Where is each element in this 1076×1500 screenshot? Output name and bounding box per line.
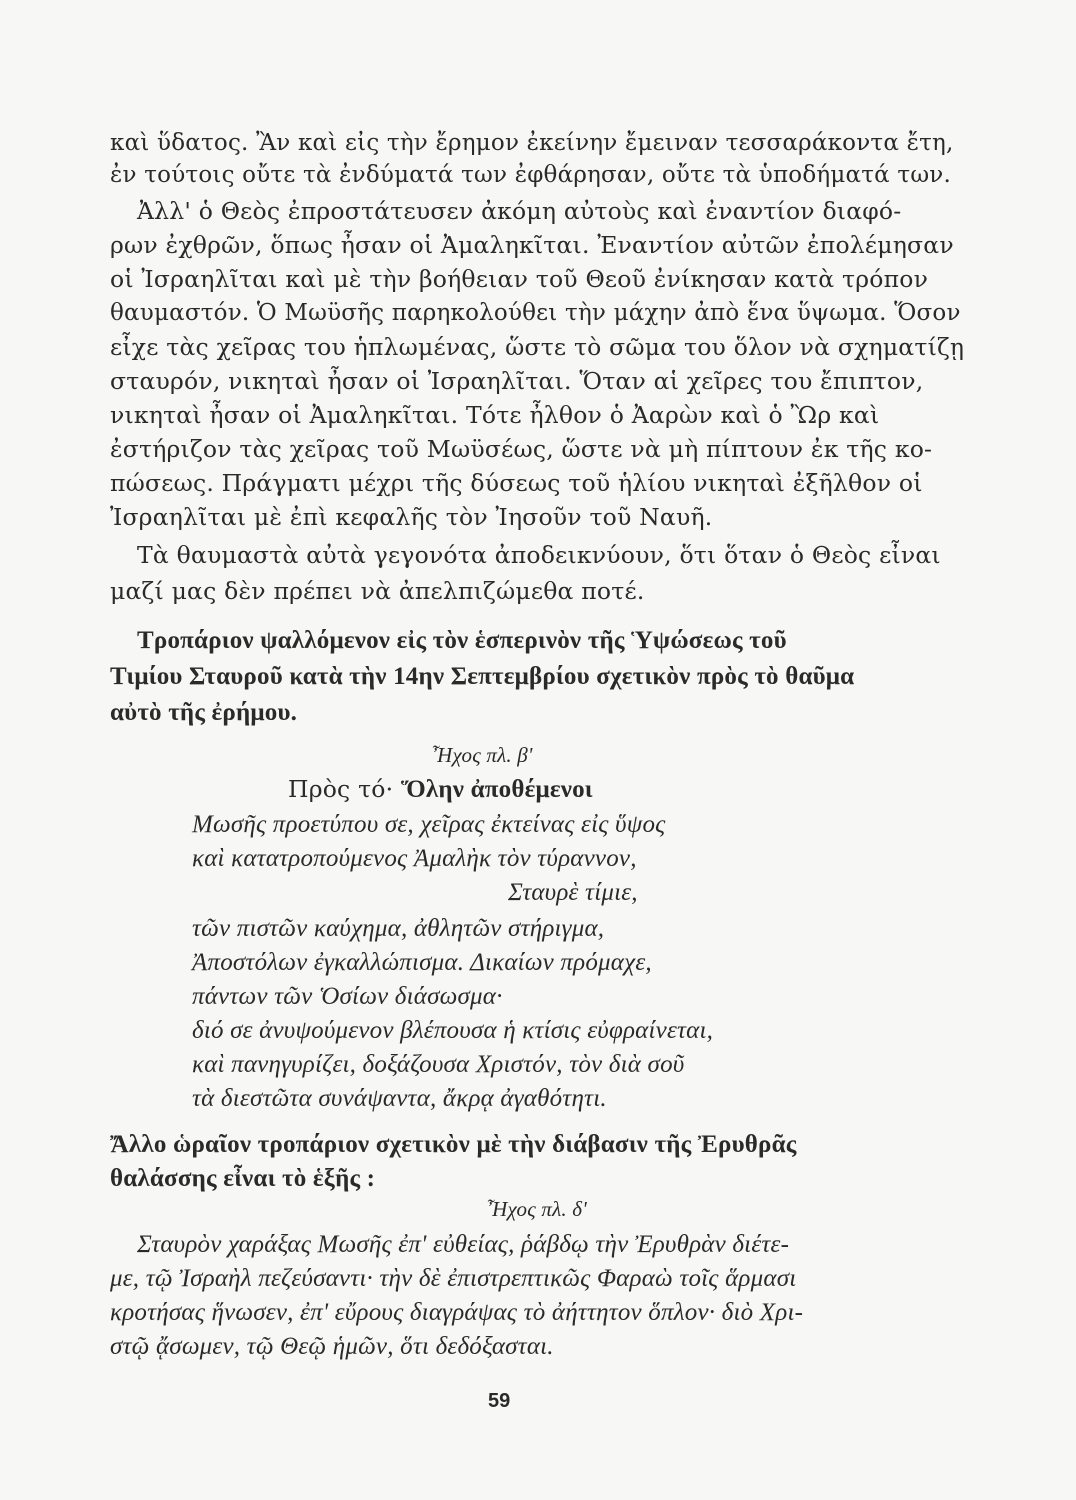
hymn-line: στῷ ᾄσωμεν, τῷ Θεῷ ἡμῶν, ὅτι δεδόξασται. — [110, 1333, 554, 1360]
body-line: Ἰσραηλῖται μὲ ἐπὶ κεφαλῆς τὸν Ἰησοῦν τοῦ Ναυῆ. — [110, 503, 713, 531]
model-prefix: Πρὸς τό· — [288, 775, 394, 803]
body-line: ἐστήριζον τὰς χεῖρας τοῦ Μωϋσέως, ὥστε νὰ μὴ πίπτουν ἐκ τῆς κο- — [110, 435, 933, 463]
body-line: Ἀλλ' ὁ Θεὸς ἐπροστάτευσεν ἀκόμη αὐτοὺς καὶ ἐναντίον διαφό- — [137, 197, 902, 225]
section-heading: Τιμίου Σταυροῦ κατὰ τὴν 14ην Σεπτεμβρίου σχετικὸν πρὸς τὸ θαῦμα — [110, 663, 855, 690]
tone-label: Ἦχος πλ. β' — [432, 743, 533, 767]
body-line: πώσεως. Πράγματι μέχρι τῆς δύσεως τοῦ ἡλίου νικηταὶ ἐξῆλθον οἱ — [110, 469, 923, 497]
hymn-line: τὰ διεστῶτα συνάψαντα, ἄκρᾳ ἀγαθότητι. — [192, 1085, 607, 1112]
section-heading: αὐτὸ τῆς ἐρήμου. — [110, 699, 298, 726]
body-line: Τὰ θαυμαστὰ αὐτὰ γεγονότα ἀποδεικνύουν, ὅτι ὅταν ὁ Θεὸς εἶναι — [137, 541, 941, 569]
body-line: οἱ Ἰσραηλῖται καὶ μὲ τὴν βοήθειαν τοῦ Θεοῦ ἐνίκησαν κατὰ τρόπον — [110, 265, 929, 293]
section-heading: Ἄλλο ὡραῖον τροπάριον σχετικὸν μὲ τὴν διάβασιν τῆς Ἐρυθρᾶς — [110, 1131, 797, 1158]
body-line: σταυρόν, νικηταὶ ἦσαν οἱ Ἰσραηλῖται. Ὅταν αἱ χεῖρες του ἔπιπτον, — [110, 367, 924, 395]
hymn-line: πάντων τῶν Ὁσίων διάσωσμα· — [192, 983, 503, 1010]
hymn-line: καὶ κατατροπούμενος Ἀμαλὴκ τὸν τύραννον, — [192, 845, 637, 872]
body-line: νικηταὶ ἦσαν οἱ Ἀμαληκῖται. Τότε ἦλθον ὁ Ἀαρὼν καὶ ὁ Ὢρ καὶ — [110, 401, 880, 429]
hymn-line: τῶν πιστῶν καύχημα, ἀθλητῶν στήριγμα, — [192, 915, 605, 942]
hymn-line: Μωσῆς προετύπου σε, χεῖρας ἐκτείνας εἰς ὕψος — [192, 811, 666, 838]
model-title: Ὅλην ἀποθέμενοι — [400, 776, 593, 803]
hymn-line: κροτήσας ἥνωσεν, ἐπ' εὔρους διαγράψας τὸ ἀήττητον ὅπλον· διὸ Χρι- — [110, 1299, 804, 1326]
hymn-line: Ἀποστόλων ἐγκαλλώπισμα. Δικαίων πρόμαχε, — [192, 949, 652, 976]
page-number: 59 — [488, 1390, 511, 1412]
hymn-line: Σταυρὲ τίμιε, — [508, 879, 638, 906]
body-line: μαζί μας δὲν πρέπει νὰ ἀπελπιζώμεθα ποτέ. — [110, 577, 645, 605]
body-line: καὶ ὕδατος. Ἂν καὶ εἰς τὴν ἔρημον ἐκείνην ἔμειναν τεσσαράκοντα ἔτη, — [110, 130, 954, 156]
tone-label: Ἦχος πλ. δ' — [487, 1197, 587, 1221]
hymn-line: Σταυρὸν χαράξας Μωσῆς ἐπ' εὐθείας, ῥάβδῳ τὴν Ἐρυθρὰν διέτε- — [137, 1231, 790, 1258]
body-line: εἶχε τὰς χεῖρας του ἡπλωμένας, ὥστε τὸ σῶμα του ὅλον νὰ σχηματίζῃ — [110, 333, 965, 361]
section-heading: θαλάσσης εἶναι τὸ ἑξῆς : — [110, 1165, 376, 1192]
body-line: θαυμαστόν. Ὁ Μωϋσῆς παρηκολούθει τὴν μάχην ἀπὸ ἕνα ὕψωμα. Ὅσον — [110, 300, 961, 326]
hymn-line: καὶ πανηγυρίζει, δοξάζουσα Χριστόν, τὸν διὰ σοῦ — [192, 1051, 685, 1078]
hymn-model — [288, 774, 593, 805]
hymn-line: με, τῷ Ἰσραὴλ πεζεύσαντι· τὴν δὲ ἐπιστρεπτικῶς Φαραὼ τοῖς ἅρμασι — [110, 1265, 797, 1292]
body-line: ρων ἐχθρῶν, ὅπως ἦσαν οἱ Ἀμαληκῖται. Ἐναντίον αὐτῶν ἐπολέμησαν — [110, 231, 954, 259]
body-line: ἐν τούτοις οὔτε τὰ ἐνδύματά των ἐφθάρησαν, οὔτε τὰ ὑποδήματά των. — [110, 162, 951, 188]
section-heading: Τροπάριον ψαλλόμενον εἰς τὸν ἑσπερινὸν τῆς Ὑψώσεως τοῦ — [137, 627, 787, 654]
hymn-line: διό σε ἀνυψούμενον βλέπουσα ἡ κτίσις εὐφραίνεται, — [192, 1017, 714, 1044]
